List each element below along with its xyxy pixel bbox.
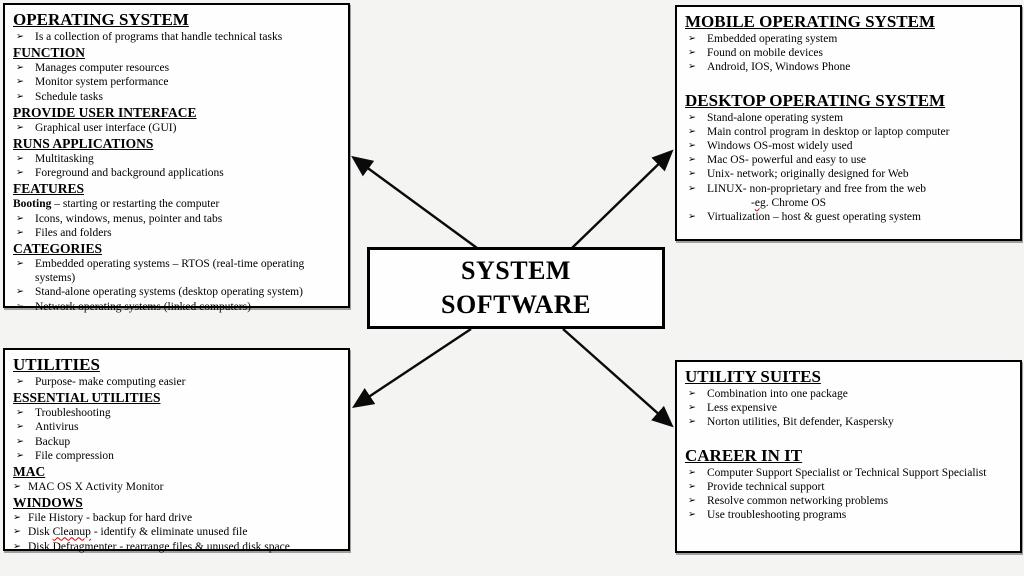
list-item — [685, 139, 1012, 153]
bullet-arrow-icon: ➢ — [13, 540, 21, 552]
bullet-arrow-icon: ➢ — [16, 449, 24, 461]
bullet-arrow-icon: ➢ — [13, 481, 21, 493]
list-item — [13, 375, 340, 389]
bullet-arrow-icon: ➢ — [688, 388, 696, 399]
list-item-text: Embedded operating systems – RTOS (real-time operating systems) — [35, 258, 305, 285]
list-item-text: Network operating systems (linked computers) — [35, 300, 251, 313]
list-item — [13, 525, 340, 539]
bullet-arrow-icon: ➢ — [688, 33, 696, 44]
list-item — [751, 196, 1012, 210]
bullet-arrow-icon: ➢ — [16, 226, 24, 238]
section-runs-applications — [13, 135, 340, 180]
bullet-arrow-icon: ➢ — [688, 402, 696, 414]
section-heading-mobile-operating-system: MOBILE OPERATING SYSTEM — [685, 12, 936, 31]
list-item — [685, 508, 1012, 522]
section-mac — [13, 463, 340, 494]
list-item-text: Antivirus — [35, 421, 79, 434]
section-categories — [13, 240, 340, 314]
list-item-text: Graphical user interface (GUI) — [35, 121, 177, 134]
center-title-line-2: SOFTWARE — [441, 290, 591, 319]
list-item-text: Combination into one package — [707, 388, 848, 400]
list-item — [13, 121, 340, 135]
list-item-text: Norton utilities, Bit defender, Kaspersky — [707, 416, 894, 429]
section-windows — [13, 494, 340, 554]
section-heading-utility-suites: UTILITY SUITES — [685, 367, 821, 386]
section-operating-system — [13, 9, 340, 44]
bullet-arrow-icon: ➢ — [16, 62, 24, 74]
section-utilities — [13, 354, 340, 389]
system-software-center-box — [367, 247, 665, 329]
list-item — [685, 415, 1012, 429]
operating-system-panel — [3, 3, 350, 313]
list-item — [685, 167, 1012, 181]
spellcheck-underlined-word: eg — [754, 196, 766, 209]
list-item — [685, 46, 1012, 60]
bullet-arrow-icon: ➢ — [688, 111, 696, 123]
list-item-text: Schedule tasks — [35, 90, 104, 103]
list-item — [685, 401, 1012, 415]
section-heading-features: FEATURES — [13, 181, 85, 197]
list-item — [13, 449, 340, 463]
section-heading-career-in-it: CAREER IN IT — [685, 445, 803, 465]
list-item-text: Computer Support Specialist or Technical Support Specialist — [707, 466, 987, 479]
list-item — [685, 480, 1012, 494]
list-item — [13, 152, 340, 166]
section-heading-desktop-operating-system: DESKTOP OPERATING SYSTEM — [685, 90, 946, 110]
list-item-text: Mac OS- powerful and easy to use — [707, 154, 867, 167]
list-item-text: Foreground and background applications — [35, 167, 224, 180]
list-item — [685, 32, 1012, 46]
list-item-text: Multitasking — [35, 153, 94, 166]
bullet-arrow-icon: ➢ — [13, 512, 21, 524]
bullet-arrow-icon: ➢ — [688, 416, 696, 428]
list-item — [13, 300, 340, 314]
list-item — [13, 30, 340, 44]
bullet-arrow-icon: ➢ — [16, 76, 24, 88]
list-item-text: Provide technical support — [707, 480, 825, 493]
section-career-in-it — [685, 445, 1012, 523]
list-item-text: Disk Defragmenter - rearrange files & unused disk space — [28, 540, 290, 553]
list-item — [685, 182, 1012, 196]
list-item-text: Monitor system performance — [35, 76, 169, 89]
list-item — [13, 420, 340, 434]
list-item-text: Found on mobile devices — [707, 47, 823, 60]
bullet-arrow-icon: ➢ — [688, 211, 696, 223]
utility-suites-career-panel — [675, 360, 1022, 553]
section-heading-operating-system: OPERATING SYSTEM — [13, 10, 189, 29]
bullet-arrow-icon: ➢ — [688, 47, 696, 59]
utilities-panel — [3, 348, 350, 551]
list-item-text: Is a collection of programs that handle technical tasks — [35, 31, 283, 43]
list-item-text: File History - backup for hard drive — [28, 512, 193, 525]
list-item — [685, 494, 1012, 508]
section-provide-user-interface — [13, 104, 340, 135]
arrow-to-mobile-desktop-os — [572, 152, 671, 248]
list-item — [13, 75, 340, 89]
list-item-text: Stand-alone operating systems (desktop operating system) — [35, 286, 303, 299]
section-utility-suites — [685, 366, 1012, 430]
section-mobile-operating-system — [685, 11, 1012, 75]
list-item-text: Icons, windows, menus, pointer and tabs — [35, 212, 223, 225]
bullet-arrow-icon: ➢ — [16, 212, 24, 224]
list-item-text: Stand-alone operating system — [707, 111, 844, 124]
list-item — [13, 257, 340, 285]
section-desktop-operating-system — [685, 90, 1012, 225]
bullet-arrow-icon: ➢ — [688, 61, 696, 73]
list-item — [13, 90, 340, 104]
bullet-arrow-icon: ➢ — [16, 376, 24, 387]
list-item-text: Manages computer resources — [35, 62, 170, 75]
arrow-to-operating-system — [354, 158, 477, 248]
center-title-line-1: SYSTEM — [461, 256, 571, 285]
list-item — [13, 285, 340, 299]
bullet-arrow-icon: ➢ — [16, 90, 24, 102]
list-item-text: Use troubleshooting programs — [707, 509, 847, 522]
list-item — [685, 111, 1012, 125]
section-essential-utilities — [13, 389, 340, 463]
bullet-arrow-icon: ➢ — [16, 286, 24, 298]
spellcheck-underlined-word: Cleanup — [52, 526, 91, 539]
list-item-text: Backup — [35, 435, 71, 448]
list-item-text: Purpose- make computing easier — [35, 376, 186, 388]
list-item-text: Disk Cleanup - identify & eliminate unused file — [28, 526, 248, 539]
list-item — [13, 197, 340, 211]
bullet-arrow-icon: ➢ — [16, 300, 24, 312]
list-item — [685, 387, 1012, 401]
section-heading-function: FUNCTION — [13, 45, 86, 61]
list-item — [13, 61, 340, 75]
mobile-desktop-os-panel — [675, 5, 1022, 241]
bullet-arrow-icon: ➢ — [16, 258, 24, 270]
section-heading-runs-applications: RUNS APPLICATIONS — [13, 136, 154, 152]
list-item-text: Android, IOS, Windows Phone — [707, 61, 851, 74]
list-item — [13, 226, 340, 240]
list-item — [13, 540, 340, 554]
bullet-arrow-icon: ➢ — [16, 421, 24, 433]
arrow-to-utilities — [355, 329, 471, 406]
arrow-to-utility-suites — [563, 329, 671, 425]
bullet-arrow-icon: ➢ — [16, 31, 24, 42]
section-features — [13, 180, 340, 240]
bullet-arrow-icon: ➢ — [16, 407, 24, 419]
bullet-arrow-icon: ➢ — [688, 168, 696, 180]
bullet-arrow-icon: ➢ — [16, 121, 24, 133]
list-item — [13, 212, 340, 226]
bullet-arrow-icon: ➢ — [13, 526, 21, 538]
section-heading-utilities: UTILITIES — [13, 355, 100, 374]
list-item — [685, 466, 1012, 480]
bullet-arrow-icon: ➢ — [688, 480, 696, 492]
list-item — [13, 480, 340, 494]
section-function — [13, 44, 340, 104]
bullet-arrow-icon: ➢ — [688, 140, 696, 152]
list-item-text: Files and folders — [35, 226, 112, 239]
list-item — [13, 166, 340, 180]
list-item-text: MAC OS X Activity Monitor — [28, 481, 164, 494]
list-item — [685, 125, 1012, 139]
list-item-text: Virtualization – host & guest operating system — [707, 211, 921, 224]
list-item — [685, 210, 1012, 224]
bullet-arrow-icon: ➢ — [688, 125, 696, 137]
section-heading-provide-user-interface: PROVIDE USER INTERFACE — [13, 104, 197, 120]
list-item-text: LINUX- non-proprietary and free from the web — [707, 182, 927, 195]
section-heading-categories: CATEGORIES — [13, 241, 103, 257]
list-item — [685, 60, 1012, 74]
bold-run-in-label: Booting — [13, 198, 52, 211]
bullet-arrow-icon: ➢ — [688, 509, 696, 521]
list-item — [13, 435, 340, 449]
list-item — [13, 406, 340, 420]
bullet-arrow-icon: ➢ — [688, 154, 696, 166]
list-item-text: Resolve common networking problems — [707, 495, 889, 508]
bullet-arrow-icon: ➢ — [688, 182, 696, 194]
list-item-text: Less expensive — [707, 402, 777, 415]
list-item-text: Embedded operating system — [707, 33, 838, 45]
bullet-arrow-icon: ➢ — [16, 435, 24, 447]
list-item — [685, 153, 1012, 167]
bullet-arrow-icon: ➢ — [16, 153, 24, 165]
list-item-text: Windows OS-most widely used — [707, 140, 853, 153]
bullet-arrow-icon: ➢ — [688, 495, 696, 507]
list-item — [13, 511, 340, 525]
section-heading-mac: MAC — [13, 464, 46, 480]
list-item-text: Booting – starting or restarting the computer — [13, 198, 220, 211]
list-item-text: File compression — [35, 449, 114, 462]
section-heading-windows: WINDOWS — [13, 495, 83, 511]
list-item-text: Troubleshooting — [35, 407, 111, 420]
section-heading-essential-utilities: ESSENTIAL UTILITIES — [13, 390, 161, 406]
list-item-text: Unix- network; originally designed for Web — [707, 168, 909, 181]
bullet-arrow-icon: ➢ — [688, 466, 696, 478]
list-item-text: Main control program in desktop or laptop computer — [707, 125, 950, 138]
bullet-arrow-icon: ➢ — [16, 167, 24, 179]
list-item-text: -eg. Chrome OS — [751, 196, 827, 209]
